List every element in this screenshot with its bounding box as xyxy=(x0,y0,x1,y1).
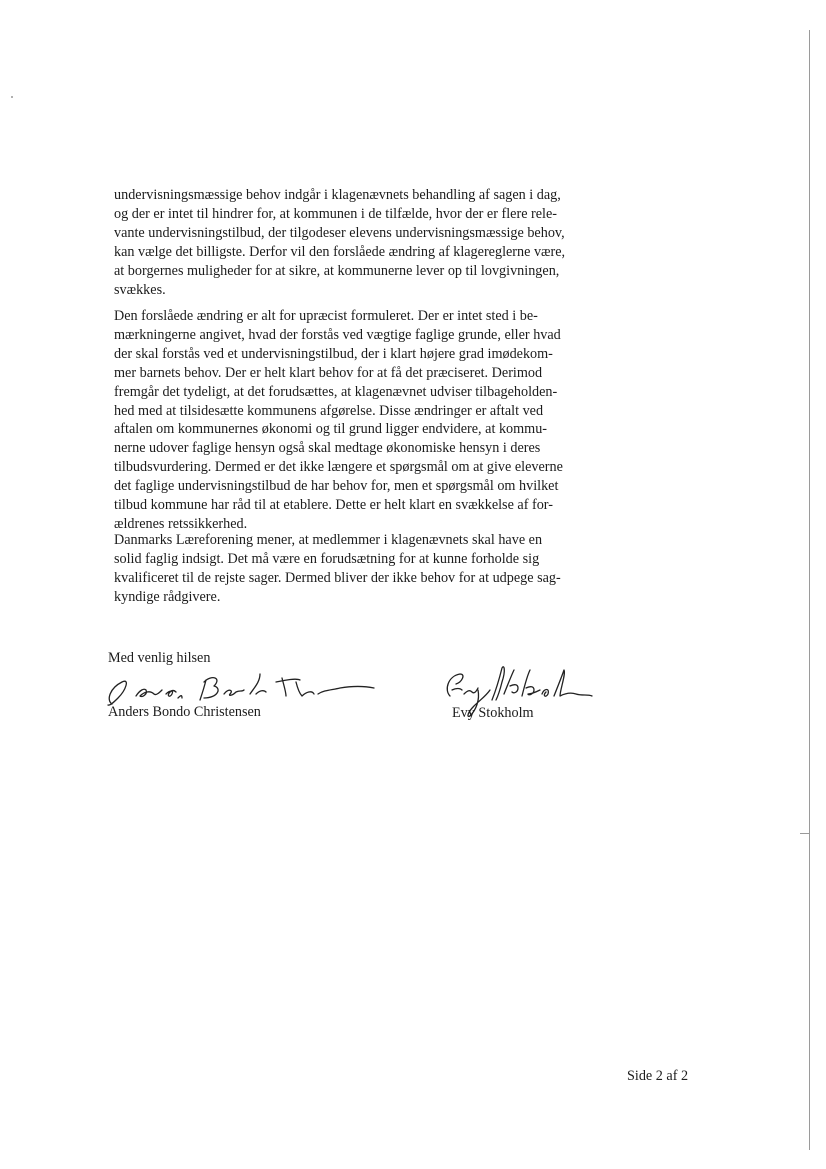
text-line: hed med at tilsidesætte kommunens afgørelse. Disse ændringer er aftalt ved xyxy=(114,402,544,419)
scan-edge-tick xyxy=(800,833,809,834)
text-line: kvalificeret til de rejste sager. Dermed bliver der ikke behov for at udpege sag- xyxy=(114,569,561,586)
text-line: undervisningsmæssige behov indgår i klagenævnets behandling af sagen i dag, xyxy=(114,187,561,203)
text-line: fremgår det tydeligt, at det forudsættes, at klagenævnet udviser tilbageholden- xyxy=(114,383,558,400)
text-line: og der er intet til hindrer for, at kommunen i de tilfælde, hvor der er flere rele- xyxy=(114,205,558,222)
scan-speck xyxy=(11,96,13,98)
text-line: nerne udover faglige hensyn også skal medtage økonomiske hensyn i deres xyxy=(114,440,541,457)
body-paragraph-2 xyxy=(114,307,584,534)
text-line: der skal forstås ved et undervisningstilbud, der i klart højere grad imødekom- xyxy=(114,345,553,362)
text-line: kyndige rådgivere. xyxy=(114,588,221,605)
text-line: at borgernes muligheder for at sikre, at kommunerne lever op til lovgivningen, xyxy=(114,262,560,279)
scan-edge-line xyxy=(809,30,810,1150)
text-line: kan vælge det billigste. Derfor vil den forslåede ændring af klagereglerne være, xyxy=(114,243,566,260)
text-line: aftalen om kommunernes økonomi og til grund ligger endvidere, at kommu- xyxy=(114,421,548,438)
text-line: Danmarks Læreforening mener, at medlemmer i klagenævnets skal have en xyxy=(114,532,543,548)
page-number: Side 2 af 2 xyxy=(627,1068,689,1084)
signatory-name-2: Evy Stokholm xyxy=(452,705,534,721)
text-line: mer barnets behov. Der er helt klart behov for at få det præciseret. Derimod xyxy=(114,364,543,381)
text-line: mærkningerne angivet, hvad der forstås ved vægtige faglige grunde, eller hvad xyxy=(114,326,561,343)
text-line: svækkes. xyxy=(114,281,166,298)
text-line: solid faglig indsigt. Det må være en forudsætning for at kunne forholde sig xyxy=(114,550,540,567)
handwritten-signature-1 xyxy=(100,660,390,710)
body-paragraph-3 xyxy=(114,531,584,607)
signatory-name-1: Anders Bondo Christensen xyxy=(108,704,261,720)
body-paragraph-1 xyxy=(114,186,584,299)
text-line: vante undervisningstilbud, der tilgodeser elevens undervisningsmæssige behov, xyxy=(114,224,565,241)
text-line: tilbud kommune har råd til at etablere. Dette er helt klart en svækkelse af for- xyxy=(114,497,553,514)
text-line: ældrenes retssikkerhed. xyxy=(114,515,248,532)
closing-greeting: Med venlig hilsen xyxy=(108,650,211,666)
text-line: tilbudsvurdering. Dermed er det ikke længere et spørgsmål om at give eleverne xyxy=(114,459,563,476)
text-line: det faglige undervisningstilbud de har behov for, men et spørgsmål om hvilket xyxy=(114,478,559,495)
text-line: Den forslåede ændring er alt for upræcist formuleret. Der er intet sted i be- xyxy=(114,308,538,324)
